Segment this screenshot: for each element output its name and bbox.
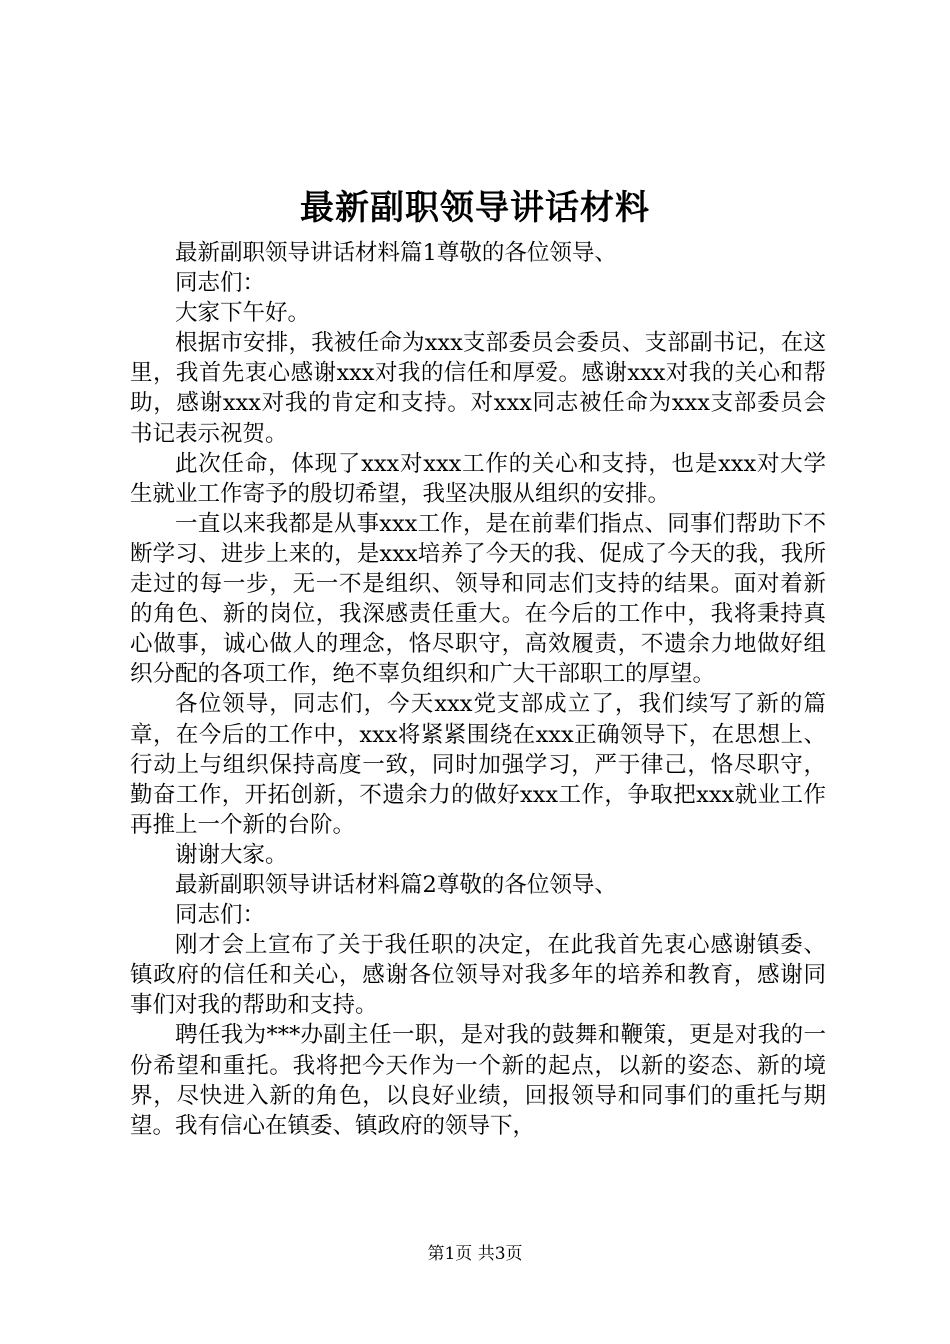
page-number-footer: 第1页 共3页	[427, 1244, 523, 1264]
paragraph: 同志们：	[175, 902, 266, 929]
paragraph: 一直以来我都是从事xxx工作，是在前辈们指点、同事们帮助下不断学习、进步上来的，是xxx培养了今天的我、促成了今天的我，我所走过的每一步，无一不是组织、领导和同志们支持的结果。面对着新的角色、新的岗位，我深感责任重大。在今后的工作中，我将秉持真心做事，诚心做人的理念，恪尽职守，高效履责，不遗余力地做好组织分配的各项工作，绝不辜负组织和广大干部职工的厚望。	[130, 510, 826, 688]
document-title: 最新副职领导讲话材料	[300, 188, 650, 228]
paragraph: 最新副职领导讲话材料篇1尊敬的各位领导、	[175, 240, 617, 266]
paragraph: 大家下午好。	[175, 300, 311, 327]
paragraph: 最新副职领导讲话材料篇2尊敬的各位领导、	[175, 871, 617, 898]
paragraph: 刚才会上宣布了关于我任职的决定，在此我首先衷心感谢镇委、镇政府的信任和关心，感谢各位领导对我多年的培养和教育，感谢同事们对我的帮助和支持。	[130, 932, 826, 1019]
document-body	[130, 238, 826, 1141]
paragraph: 聘任我为***办副主任一职，是对我的鼓舞和鞭策，更是对我的一份希望和重托。我将把今天作为一个新的起点，以新的姿态、新的境界，尽快进入新的角色，以良好业绩，回报领导和同事们的重托与期望。我有信心在镇委、镇政府的领导下，	[130, 1022, 826, 1139]
paragraph: 同志们：	[175, 270, 266, 297]
paragraph: 各位领导，同志们，今天xxx党支部成立了，我们续写了新的篇章，在今后的工作中，xxx将紧紧围绕在xxx正确领导下，在思想上、行动上与组织保持高度一致，同时加强学习，严于律己，恪尽职守，勤奋工作，开拓创新，不遗余力的做好xxx工作，争取把xxx就业工作再推上一个新的台阶。	[130, 691, 826, 838]
paragraph: 此次任命，体现了xxx对xxx工作的关心和支持，也是xxx对大学生就业工作寄予的殷切希望，我坚决服从组织的安排。	[130, 450, 826, 507]
paragraph: 根据市安排，我被任命为xxx支部委员会委员、支部副书记，在这里，我首先衷心感谢xxx对我的信任和厚爱。感谢xxx对我的关心和帮助，感谢xxx对我的肯定和支持。对xxx同志被任命为xxx支部委员会书记表示祝贺。	[130, 330, 826, 447]
paragraph: 谢谢大家。	[175, 841, 288, 868]
